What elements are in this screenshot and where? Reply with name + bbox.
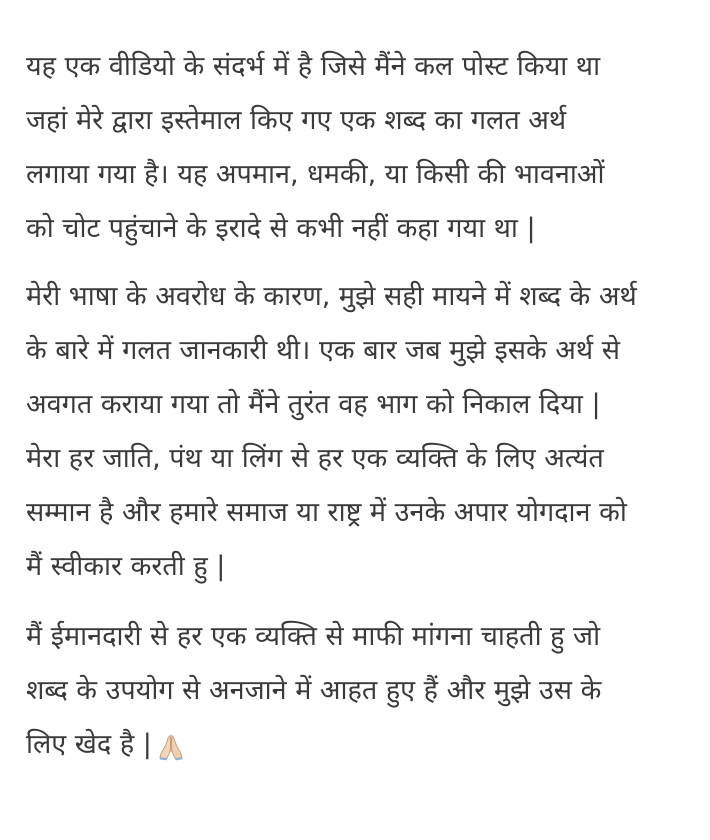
text-line-content: लिए खेद है | (26, 729, 152, 760)
paragraph-context (26, 40, 604, 256)
text-line: अवगत कराया गया तो मैंने तुरंत वह भाग को निकाल दिया | (26, 389, 601, 420)
text-line: को चोट पहुंचाने के इरादे से कभी नहीं कहा गया था | (26, 213, 536, 244)
text-line: मैं ईमानदारी से हर एक व्यक्ति से माफी मांगना चाहती हु जो (26, 621, 601, 652)
text-line: के बारे में गलत जानकारी थी। एक बार जब मुझे इसके अर्थ से (26, 335, 620, 366)
text-line: मैं स्वीकार करती हु | (26, 551, 226, 582)
text-line: लगाया गया है। यह अपमान, धमकी, या किसी की भावनाओं (26, 159, 605, 190)
text-line-with-icon (26, 718, 601, 772)
paragraph-explanation (26, 270, 637, 594)
text-line: मेरा हर जाति, पंथ या लिंग से हर एक व्यक्ति के लिए अत्यंत (26, 443, 604, 474)
paragraph-apology (26, 610, 601, 772)
text-line: मेरी भाषा के अवरोध के कारण, मुझे सही मायने में शब्द के अर्थ (26, 281, 637, 312)
text-line: शब्द के उपयोग से अनजाने में आहत हुए हैं और मुझे उस के (26, 675, 602, 706)
text-line: जहां मेरे द्वारा इस्तेमाल किए गए एक शब्द का गलत अर्थ (26, 105, 567, 136)
text-line: सम्मान है और हमारे समाज या राष्ट्र में उनके अपार योगदान को (26, 497, 627, 528)
text-line: यह एक वीडियो के संदर्भ में है जिसे मैंने कल पोस्ट किया था (26, 51, 601, 82)
folded-hands-icon (156, 727, 186, 757)
